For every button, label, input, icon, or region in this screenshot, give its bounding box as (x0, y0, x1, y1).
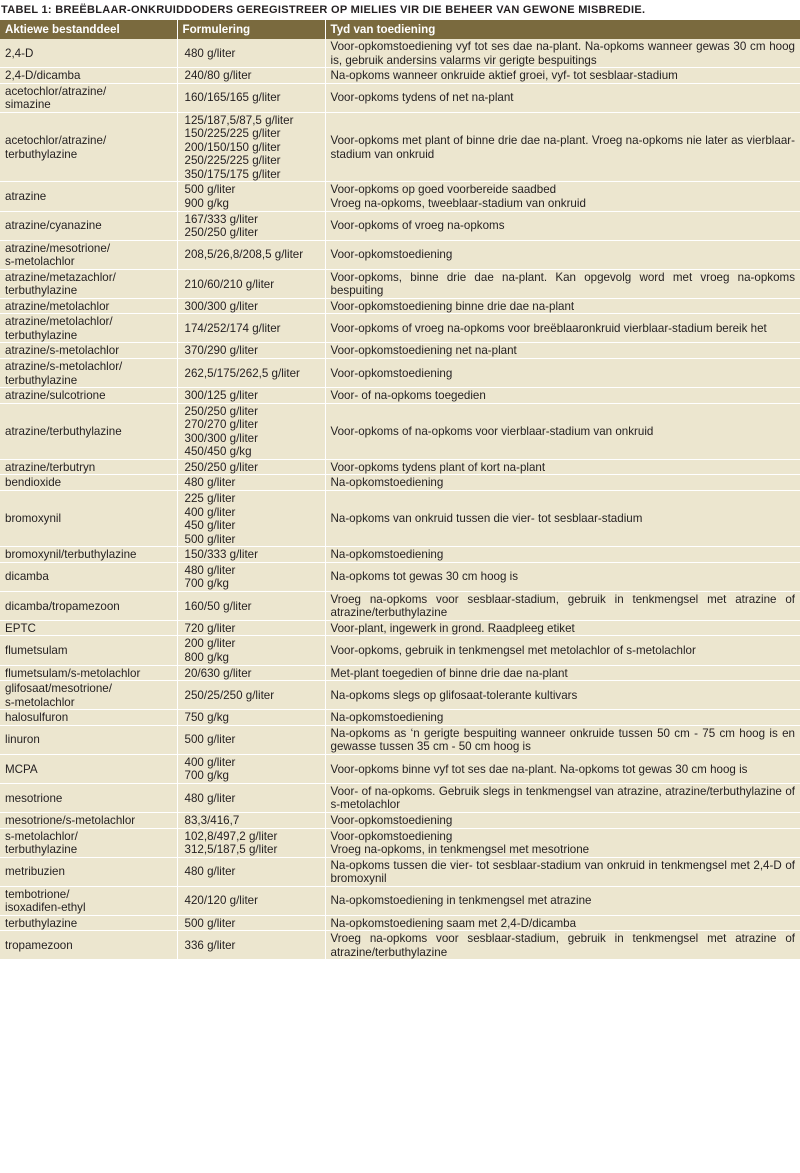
table-row (0, 562, 800, 591)
active-ingredient-cell (0, 211, 177, 240)
application-time-cell (325, 828, 800, 857)
table-row (0, 591, 800, 620)
active-ingredient-cell (0, 754, 177, 783)
active-ingredient-line: dicamba/tropamezoon (5, 599, 120, 613)
active-ingredient-line: s-metolachlor/ (5, 829, 78, 843)
formulation-line: 262,5/175/262,5 g/liter (184, 366, 300, 380)
formulation-line: 800 g/kg (184, 650, 229, 664)
formulation-line: 150/333 g/liter (184, 548, 258, 562)
active-ingredient-line: atrazine/metolachlor/ (5, 315, 113, 329)
formulation-cell (177, 857, 325, 886)
formulation-line: 700 g/kg (184, 577, 229, 591)
formulation-line: 900 g/kg (184, 197, 229, 211)
active-ingredient-line: simazine (5, 98, 51, 112)
active-ingredient-cell (0, 388, 177, 404)
application-time-line: Voor-plant, ingewerk in grond. Raadpleeg etiket (330, 621, 575, 635)
table-row (0, 68, 800, 84)
active-ingredient-cell (0, 857, 177, 886)
application-time-cell (325, 812, 800, 828)
formulation-line: 300/300 g/liter (184, 299, 258, 313)
table-row (0, 931, 800, 960)
formulation-cell (177, 403, 325, 459)
application-time-line: Voor- of na-opkoms. Gebruik slegs in tenkmengsel van atrazine, atrazine/terbuthylazine of s-metolachlor (330, 784, 795, 812)
active-ingredient-cell (0, 620, 177, 636)
application-time-cell (325, 915, 800, 931)
application-time-cell (325, 562, 800, 591)
application-time-line: Voor-opkomstoediening net na-plant (330, 344, 517, 358)
application-time-line: Vroeg na-opkoms, in tenkmengsel met mesotrione (330, 843, 590, 857)
active-ingredient-line: atrazine/sulcotrione (5, 389, 106, 403)
application-time-line: Voor-opkoms of na-opkoms voor vierblaar-stadium van onkruid (330, 424, 654, 438)
active-ingredient-cell (0, 828, 177, 857)
active-ingredient-line: 2,4-D (5, 46, 34, 60)
formulation-cell (177, 240, 325, 269)
table-row (0, 665, 800, 681)
formulation-line: 150/225/225 g/liter (184, 127, 281, 141)
active-ingredient-line: halosulfuron (5, 711, 69, 725)
formulation-cell (177, 931, 325, 960)
table-row (0, 681, 800, 710)
formulation-cell (177, 112, 325, 182)
application-time-line: Voor-opkoms op goed voorbereide saadbed (330, 183, 557, 197)
application-time-line: Voor-opkoms, binne drie dae na-plant. Kan opgevolg word met vroeg na-opkoms bespuiting (330, 270, 795, 298)
formulation-cell (177, 886, 325, 915)
formulation-cell (177, 182, 325, 211)
application-time-line: Na-opkomstoediening (330, 476, 444, 490)
application-time-cell (325, 112, 800, 182)
active-ingredient-line: tropamezoon (5, 939, 73, 953)
active-ingredient-line: bendioxide (5, 476, 62, 490)
application-time-line: Na-opkoms van onkruid tussen die vier- tot sesblaar-stadium (330, 512, 643, 526)
table-row (0, 547, 800, 563)
formulation-line: 250/250 g/liter (184, 404, 258, 418)
application-time-line: Na-opkoms tot gewas 30 cm hoog is (330, 570, 519, 584)
formulation-line: 350/175/175 g/liter (184, 167, 281, 181)
table-row (0, 783, 800, 812)
formulation-cell (177, 343, 325, 359)
formulation-cell (177, 562, 325, 591)
active-ingredient-cell (0, 112, 177, 182)
table-row (0, 359, 800, 388)
active-ingredient-cell (0, 591, 177, 620)
active-ingredient-line: terbuthylazine (5, 916, 78, 930)
column-header-application-time: Tyd van toediening (325, 20, 800, 39)
table-header (0, 20, 800, 39)
application-time-line: Voor-opkomstoediening binne drie dae na-plant (330, 299, 575, 313)
active-ingredient-line: atrazine/metazachlor/ (5, 270, 116, 284)
formulation-line: 500 g/liter (184, 532, 236, 546)
active-ingredient-line: flumetsulam/s-metolachlor (5, 666, 141, 680)
active-ingredient-line: mesotrione (5, 791, 63, 805)
application-time-cell (325, 403, 800, 459)
column-header-formulation: Formulering (177, 20, 325, 39)
formulation-cell (177, 269, 325, 298)
formulation-line: 450 g/liter (184, 519, 236, 533)
formulation-cell (177, 298, 325, 314)
formulation-line: 83,3/416,7 (184, 813, 240, 827)
application-time-line: Voor-opkoms, gebruik in tenkmengsel met metolachlor of s-metolachlor (330, 644, 696, 658)
application-time-line: Voor-opkoms of vroeg na-opkoms (330, 219, 505, 233)
application-time-cell (325, 931, 800, 960)
application-time-cell (325, 68, 800, 84)
active-ingredient-cell (0, 636, 177, 665)
active-ingredient-line: atrazine/terbuthylazine (5, 424, 122, 438)
table-row (0, 915, 800, 931)
application-time-line: Voor-opkoms tydens plant of kort na-plant (330, 460, 546, 474)
application-time-cell (325, 681, 800, 710)
application-time-cell (325, 269, 800, 298)
active-ingredient-cell (0, 182, 177, 211)
active-ingredient-cell (0, 240, 177, 269)
column-header-active-ingredient: Aktiewe bestanddeel (0, 20, 177, 39)
table-row (0, 812, 800, 828)
application-time-line: Na-opkomstoediening (330, 548, 444, 562)
table-row (0, 710, 800, 726)
active-ingredient-line: atrazine/cyanazine (5, 219, 102, 233)
header-row (0, 20, 800, 39)
formulation-cell (177, 359, 325, 388)
table-row (0, 754, 800, 783)
application-time-cell (325, 211, 800, 240)
formulation-line: 720 g/liter (184, 621, 236, 635)
formulation-cell (177, 710, 325, 726)
table-title: TABEL 1: BREËBLAAR-ONKRUIDDODERS GEREGISTREER OP MIELIES VIR DIE BEHEER VAN GEWONE MISBREDIE. (1, 4, 646, 16)
active-ingredient-line: MCPA (5, 762, 38, 776)
active-ingredient-line: bromoxynil (5, 512, 62, 526)
table-row (0, 240, 800, 269)
active-ingredient-cell (0, 665, 177, 681)
active-ingredient-line: linuron (5, 733, 40, 747)
formulation-line: 312,5/187,5 g/liter (184, 843, 278, 857)
application-time-cell (325, 359, 800, 388)
formulation-line: 420/120 g/liter (184, 894, 258, 908)
formulation-cell (177, 828, 325, 857)
active-ingredient-line: glifosaat/mesotrione/ (5, 682, 112, 696)
table-row (0, 636, 800, 665)
formulation-line: 500 g/liter (184, 916, 236, 930)
formulation-cell (177, 783, 325, 812)
application-time-cell (325, 39, 800, 68)
formulation-cell (177, 459, 325, 475)
active-ingredient-cell (0, 475, 177, 491)
formulation-line: 300/300 g/liter (184, 431, 258, 445)
application-time-cell (325, 240, 800, 269)
formulation-cell (177, 591, 325, 620)
table-row (0, 475, 800, 491)
application-time-line: Na-opkoms wanneer onkruide aktief groei, vyf- tot sesblaar-stadium (330, 69, 678, 83)
formulation-line: 370/290 g/liter (184, 344, 258, 358)
active-ingredient-cell (0, 547, 177, 563)
application-time-cell (325, 314, 800, 343)
formulation-line: 250/25/250 g/liter (184, 688, 275, 702)
table-row (0, 857, 800, 886)
active-ingredient-cell (0, 459, 177, 475)
formulation-cell (177, 681, 325, 710)
formulation-line: 400 g/liter (184, 505, 236, 519)
formulation-cell (177, 547, 325, 563)
active-ingredient-cell (0, 931, 177, 960)
formulation-cell (177, 620, 325, 636)
active-ingredient-cell (0, 314, 177, 343)
application-time-cell (325, 547, 800, 563)
application-time-cell (325, 459, 800, 475)
active-ingredient-line: s-metolachlor (5, 255, 75, 269)
formulation-cell (177, 475, 325, 491)
formulation-cell (177, 812, 325, 828)
formulation-cell (177, 665, 325, 681)
application-time-line: Na-opkoms slegs op glifosaat-tolerante kultivars (330, 688, 578, 702)
table-row (0, 343, 800, 359)
active-ingredient-line: terbuthylazine (5, 147, 78, 161)
active-ingredient-cell (0, 403, 177, 459)
formulation-line: 700 g/kg (184, 769, 229, 783)
formulation-cell (177, 754, 325, 783)
active-ingredient-cell (0, 343, 177, 359)
active-ingredient-line: acetochlor/atrazine/ (5, 84, 107, 98)
application-time-line: Vroeg na-opkoms, tweeblaar-stadium van onkruid (330, 197, 586, 211)
formulation-line: 500 g/liter (184, 733, 236, 747)
application-time-line: Na-opkoms as ‘n gerigte bespuiting wanneer onkruide tussen 50 cm - 75 cm hoog is en gewasse tussen 35 cm - 50 cm hoog is (330, 726, 795, 754)
table-row (0, 388, 800, 404)
formulation-line: 225 g/liter (184, 491, 236, 505)
active-ingredient-line: metribuzien (5, 865, 65, 879)
application-time-cell (325, 83, 800, 112)
formulation-line: 400 g/liter (184, 755, 236, 769)
active-ingredient-cell (0, 725, 177, 754)
formulation-line: 200 g/liter (184, 637, 236, 651)
table-row (0, 211, 800, 240)
application-time-cell (325, 857, 800, 886)
application-time-line: Na-opkomstoediening (330, 711, 444, 725)
application-time-line: Voor- of na-opkoms toegedien (330, 389, 486, 403)
application-time-line: Na-opkoms tussen die vier- tot sesblaar-stadium van onkruid in tenkmengsel met 2,4-D of bromoxynil (330, 858, 795, 886)
formulation-line: 208,5/26,8/208,5 g/liter (184, 248, 304, 262)
application-time-cell (325, 591, 800, 620)
application-time-cell (325, 298, 800, 314)
application-time-cell (325, 754, 800, 783)
table-row (0, 112, 800, 182)
application-time-cell (325, 710, 800, 726)
table-row (0, 886, 800, 915)
formulation-line: 480 g/liter (184, 791, 236, 805)
application-time-cell (325, 388, 800, 404)
application-time-line: Voor-opkoms tydens of net na-plant (330, 91, 514, 105)
table-row (0, 298, 800, 314)
herbicide-table (0, 20, 800, 960)
application-time-cell (325, 636, 800, 665)
active-ingredient-line: terbuthylazine (5, 843, 78, 857)
application-time-line: Voor-opkomstoediening (330, 248, 453, 262)
application-time-cell (325, 620, 800, 636)
formulation-line: 174/252/174 g/liter (184, 322, 281, 336)
application-time-line: Voor-opkoms met plant of binne drie dae na-plant. Vroeg na-opkoms nie later as vierblaar-stadium van onkruid (330, 134, 795, 161)
formulation-line: 250/250 g/liter (184, 460, 258, 474)
table-row (0, 39, 800, 68)
table-row (0, 83, 800, 112)
table-row (0, 459, 800, 475)
active-ingredient-line: terbuthylazine (5, 373, 78, 387)
active-ingredient-line: atrazine/metolachlor (5, 299, 110, 313)
formulation-line: 160/165/165 g/liter (184, 91, 281, 105)
active-ingredient-cell (0, 562, 177, 591)
active-ingredient-cell (0, 83, 177, 112)
formulation-line: 480 g/liter (184, 563, 236, 577)
formulation-line: 102,8/497,2 g/liter (184, 829, 278, 843)
active-ingredient-cell (0, 812, 177, 828)
formulation-line: 336 g/liter (184, 939, 236, 953)
table-row (0, 620, 800, 636)
formulation-line: 125/187,5/87,5 g/liter (184, 113, 294, 127)
formulation-line: 270/270 g/liter (184, 418, 258, 432)
formulation-line: 480 g/liter (184, 476, 236, 490)
formulation-cell (177, 636, 325, 665)
active-ingredient-line: 2,4-D/dicamba (5, 69, 81, 83)
application-time-cell (325, 725, 800, 754)
active-ingredient-cell (0, 886, 177, 915)
table-row (0, 403, 800, 459)
formulation-line: 167/333 g/liter (184, 212, 258, 226)
application-time-line: Voor-opkomstoediening (330, 813, 453, 827)
application-time-line: Vroeg na-opkoms voor sesblaar-stadium, gebruik in tenkmengsel met atrazine of atrazine/terbuthylazine (330, 932, 795, 959)
active-ingredient-line: atrazine/mesotrione/ (5, 241, 111, 255)
active-ingredient-line: atrazine/s-metolachlor (5, 344, 120, 358)
application-time-line: Na-opkomstoediening saam met 2,4-D/dicamba (330, 916, 577, 930)
table-row (0, 828, 800, 857)
formulation-cell (177, 490, 325, 546)
active-ingredient-cell (0, 783, 177, 812)
application-time-line: Voor-opkoms binne vyf tot ses dae na-plant. Na-opkoms tot gewas 30 cm hoog is (330, 762, 748, 776)
application-time-cell (325, 665, 800, 681)
formulation-line: 480 g/liter (184, 865, 236, 879)
active-ingredient-line: atrazine/terbutryn (5, 460, 96, 474)
table-row (0, 182, 800, 211)
formulation-cell (177, 211, 325, 240)
application-time-cell (325, 783, 800, 812)
formulation-line: 210/60/210 g/liter (184, 277, 275, 291)
formulation-line: 20/630 g/liter (184, 666, 252, 680)
active-ingredient-cell (0, 39, 177, 68)
table-body (0, 39, 800, 960)
active-ingredient-cell (0, 710, 177, 726)
active-ingredient-line: terbuthylazine (5, 328, 78, 342)
application-time-line: Voor-opkomstoediening vyf tot ses dae na-plant. Na-opkoms wanneer gewas 30 cm hoog is, gebruik andersins valarms vir gerigte bespuitings (330, 40, 795, 67)
application-time-cell (325, 475, 800, 491)
active-ingredient-line: isoxadifen-ethyl (5, 901, 86, 915)
active-ingredient-line: tembotrione/ (5, 887, 70, 901)
application-time-cell (325, 343, 800, 359)
active-ingredient-line: bromoxynil/terbuthylazine (5, 548, 137, 562)
table-row (0, 314, 800, 343)
formulation-line: 250/250 g/liter (184, 226, 258, 240)
application-time-line: Voor-opkomstoediening (330, 366, 453, 380)
active-ingredient-line: dicamba (5, 570, 49, 584)
formulation-cell (177, 39, 325, 68)
active-ingredient-cell (0, 681, 177, 710)
formulation-cell (177, 388, 325, 404)
formulation-cell (177, 83, 325, 112)
active-ingredient-line: s-metolachlor (5, 695, 75, 709)
active-ingredient-line: mesotrione/s-metolachlor (5, 813, 136, 827)
active-ingredient-cell (0, 68, 177, 84)
formulation-line: 240/80 g/liter (184, 69, 252, 83)
application-time-line: Voor-opkoms of vroeg na-opkoms voor breëblaaronkruid vierblaar-stadium bereik het (330, 322, 767, 336)
formulation-cell (177, 68, 325, 84)
active-ingredient-cell (0, 269, 177, 298)
active-ingredient-line: flumetsulam (5, 644, 68, 658)
active-ingredient-cell (0, 915, 177, 931)
formulation-line: 750 g/kg (184, 711, 229, 725)
formulation-line: 450/450 g/kg (184, 445, 252, 459)
formulation-cell (177, 725, 325, 754)
application-time-cell (325, 886, 800, 915)
application-time-line: Voor-opkomstoediening (330, 829, 453, 843)
application-time-cell (325, 490, 800, 546)
table-row (0, 725, 800, 754)
active-ingredient-cell (0, 359, 177, 388)
application-time-cell (325, 182, 800, 211)
formulation-cell (177, 915, 325, 931)
active-ingredient-line: terbuthylazine (5, 284, 78, 298)
application-time-line: Na-opkomstoediening in tenkmengsel met atrazine (330, 894, 592, 908)
table-row (0, 490, 800, 546)
active-ingredient-line: EPTC (5, 621, 36, 635)
formulation-line: 160/50 g/liter (184, 599, 252, 613)
formulation-line: 250/225/225 g/liter (184, 154, 281, 168)
active-ingredient-line: atrazine (5, 190, 47, 204)
application-time-line: Vroeg na-opkoms voor sesblaar-stadium, gebruik in tenkmengsel met atrazine of atrazine/terbuthylazine (330, 592, 795, 620)
formulation-line: 200/150/150 g/liter (184, 140, 281, 154)
formulation-cell (177, 314, 325, 343)
application-time-line: Met-plant toegedien of binne drie dae na-plant (330, 666, 568, 680)
active-ingredient-cell (0, 298, 177, 314)
formulation-line: 480 g/liter (184, 46, 236, 60)
active-ingredient-cell (0, 490, 177, 546)
formulation-line: 300/125 g/liter (184, 389, 258, 403)
formulation-line: 500 g/liter (184, 183, 236, 197)
active-ingredient-line: atrazine/s-metolachlor/ (5, 360, 123, 374)
active-ingredient-line: acetochlor/atrazine/ (5, 134, 107, 148)
table-row (0, 269, 800, 298)
